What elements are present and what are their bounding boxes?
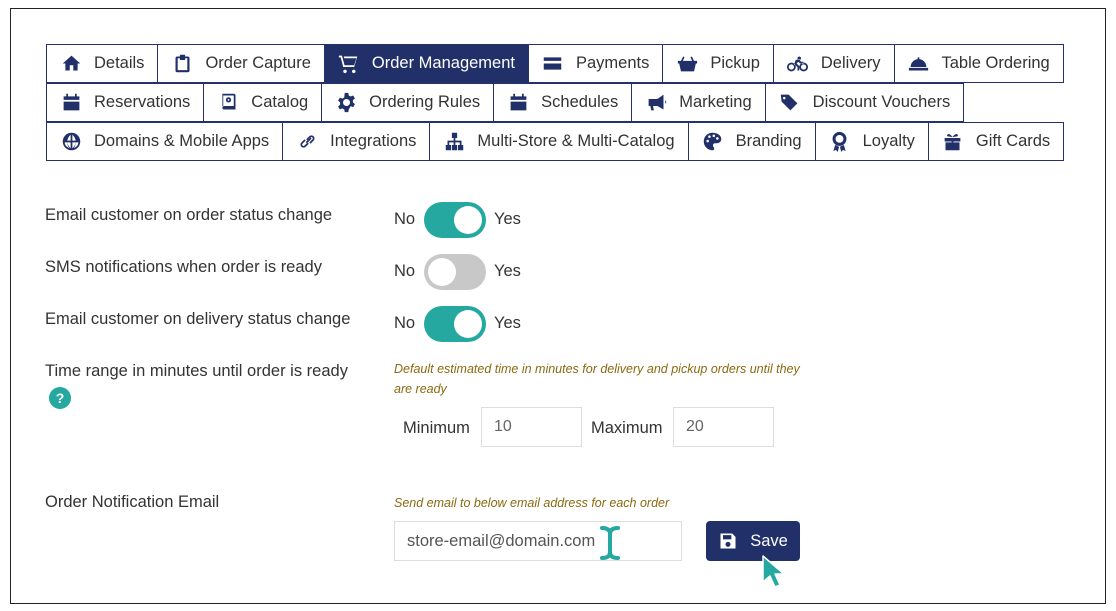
tab-label: Reservations [94,93,191,111]
tab-row-1 [46,44,1064,83]
palette-icon [702,131,724,153]
tab-order-management[interactable] [324,44,529,83]
tab-label: Pickup [710,54,760,72]
tab-pickup[interactable] [662,44,774,83]
tags-icon [779,92,801,114]
tab-label: Catalog [251,93,309,111]
tab-marketing[interactable] [631,83,765,122]
tab-label: Domains & Mobile Apps [94,132,270,150]
email-status-label: Email customer on order status change [45,206,333,224]
tab-schedules[interactable] [493,83,632,122]
tab-multi-store-multi-catalog[interactable] [429,122,688,161]
notification-email-hint: Send email to below email address for each order [394,496,670,510]
tab-label: Integrations [330,132,417,150]
tab-gift-cards[interactable] [928,122,1064,161]
toggle-yes-label: Yes [494,210,521,228]
tab-label: Discount Vouchers [812,93,951,111]
tab-row-2 [46,83,964,122]
toggle-knob [428,258,456,286]
tab-label: Loyalty [862,132,915,150]
tab-order-capture[interactable] [157,44,324,83]
tab-catalog[interactable] [203,83,322,122]
tab-loyalty[interactable] [815,122,929,161]
tab-ordering-rules[interactable] [321,83,494,122]
gear-icon [335,92,357,114]
sms-ready-toggle[interactable] [424,254,486,290]
tab-discount-vouchers[interactable] [765,83,965,122]
email-delivery-label: Email customer on delivery status change [45,310,351,328]
toggle-yes-label: Yes [494,262,521,280]
tab-label: Multi-Store & Multi-Catalog [477,132,675,150]
notification-email-input[interactable] [394,521,682,561]
tab-table-ordering[interactable] [894,44,1064,83]
home-icon [60,53,82,75]
minimum-label: Minimum [403,419,470,437]
notification-email-label: Order Notification Email [45,493,220,511]
maximum-label: Maximum [591,419,663,437]
gift-icon [942,131,964,153]
tab-label: Branding [735,132,802,150]
tab-label: Marketing [679,93,752,111]
globe-icon [60,131,82,153]
tab-label: Delivery [820,54,881,72]
toggle-knob [454,310,482,338]
email-delivery-toggle[interactable] [424,306,486,342]
toggle-no-label: No [394,314,416,332]
tab-label: Schedules [541,93,619,111]
tab-row-3 [46,122,1064,161]
bicycle-icon [787,53,809,75]
link-icon [296,131,318,153]
tab-label: Order Management [371,54,515,72]
tab-branding[interactable] [688,122,816,161]
tab-label: Ordering Rules [369,93,481,111]
email-status-toggle[interactable] [424,202,486,238]
mouse-pointer-icon [760,554,786,590]
award-icon [829,131,851,153]
time-range-label: Time range in minutes until order is ready [45,362,348,380]
help-icon[interactable]: ? [49,387,71,409]
save-button-label: Save [750,531,788,550]
toggle-no-label: No [394,262,416,280]
tab-reservations[interactable] [46,83,204,122]
sitemap-icon [443,131,465,153]
tab-delivery[interactable] [773,44,895,83]
floppy-disk-icon [718,531,738,551]
clipboard-icon [171,53,193,75]
sms-ready-label: SMS notifications when order is ready [45,258,322,276]
calendar-icon [507,92,529,114]
cart-icon [338,53,360,75]
time-range-hint: Default estimated time in minutes for delivery and pickup orders until they are ready [394,362,800,396]
cloche-icon [908,53,930,75]
tab-label: Payments [575,54,650,72]
tab-integrations[interactable] [282,122,430,161]
credit-card-icon [542,53,564,75]
toggle-knob [454,206,482,234]
book-icon [217,92,239,114]
tab-label: Order Capture [205,54,311,72]
maximum-input[interactable] [673,407,774,447]
basket-icon [676,53,698,75]
tab-label: Details [94,54,145,72]
calendar-icon [60,92,82,114]
tab-domains-mobile-apps[interactable] [46,122,283,161]
minimum-input[interactable] [481,407,582,447]
tab-payments[interactable] [528,44,663,83]
tab-details[interactable] [46,44,158,83]
toggle-no-label: No [394,210,416,228]
toggle-yes-label: Yes [494,314,521,332]
megaphone-icon [645,92,667,114]
tab-label: Table Ordering [941,54,1050,72]
text-cursor-icon [599,525,621,561]
tab-label: Gift Cards [975,132,1051,150]
